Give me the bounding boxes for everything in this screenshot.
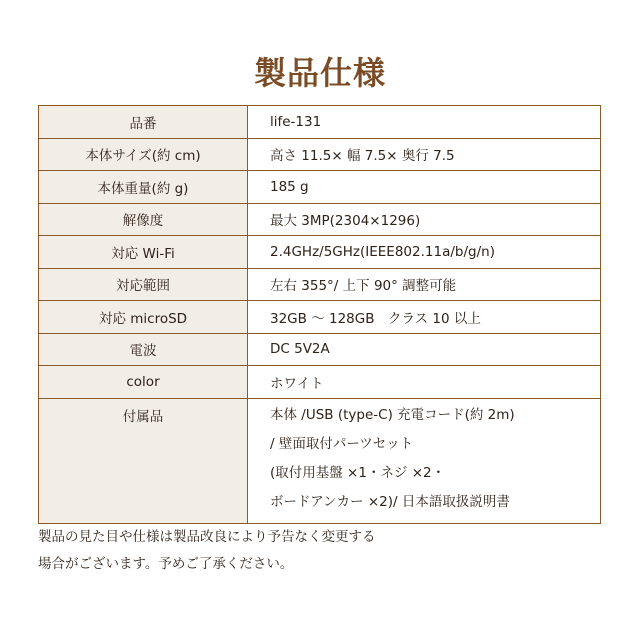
spec-value: 左右 355°/ 上下 90° 調整可能	[248, 268, 601, 301]
spec-value: 最大 3MP(2304×1296)	[248, 203, 601, 236]
spec-row-weight	[39, 171, 601, 204]
spec-label: 対応 microSD	[39, 301, 248, 334]
spec-value: DC 5V2A	[248, 333, 601, 366]
spec-row-accessories	[39, 398, 601, 523]
spec-value: 185 g	[248, 171, 601, 204]
spec-value: 32GB ～ 128GB クラス 10 以上	[248, 301, 601, 334]
spec-label: color	[39, 366, 248, 399]
disclaimer-note	[38, 524, 608, 578]
accessory-line: / 壁面取付パーツセット	[270, 435, 414, 452]
spec-label: 対応範囲	[39, 268, 248, 301]
spec-label: 解像度	[39, 203, 248, 236]
spec-table	[38, 105, 601, 524]
spec-row-size	[39, 138, 601, 171]
spec-label: 電波	[39, 333, 248, 366]
spec-value: 2.4GHz/5GHz(IEEE802.11a/b/g/n)	[248, 236, 601, 269]
spec-label: 本体重量(約 g)	[39, 171, 248, 204]
spec-label: 本体サイズ(約 cm)	[39, 138, 248, 171]
spec-row-microsd	[39, 301, 601, 334]
spec-row-color	[39, 366, 601, 399]
spec-value-accessories	[248, 398, 601, 523]
accessory-line: 本体 /USB (type-C) 充電コード(約 2m)	[270, 406, 515, 423]
spec-row-wifi	[39, 236, 601, 269]
note-line: 製品の見た目や仕様は製品改良により予告なく変更する	[38, 529, 376, 545]
spec-value: life-131	[248, 106, 601, 139]
note-line: 場合がございます。予めご了承ください。	[38, 556, 294, 572]
spec-label: 品番	[39, 106, 248, 139]
accessory-line: (取付用基盤 ×1・ネジ ×2・	[270, 464, 446, 481]
accessory-line: ボードアンカー ×2)/ 日本語取扱説明書	[270, 493, 510, 510]
spec-row-model-number	[39, 106, 601, 139]
spec-label: 対応 Wi-Fi	[39, 236, 248, 269]
spec-row-power	[39, 333, 601, 366]
page-title: 製品仕様	[253, 54, 386, 92]
spec-label: 付属品	[39, 398, 248, 523]
spec-row-range	[39, 268, 601, 301]
spec-value: 高さ 11.5× 幅 7.5× 奥行 7.5	[248, 138, 601, 171]
spec-value: ホワイト	[248, 366, 601, 399]
spec-row-resolution	[39, 203, 601, 236]
